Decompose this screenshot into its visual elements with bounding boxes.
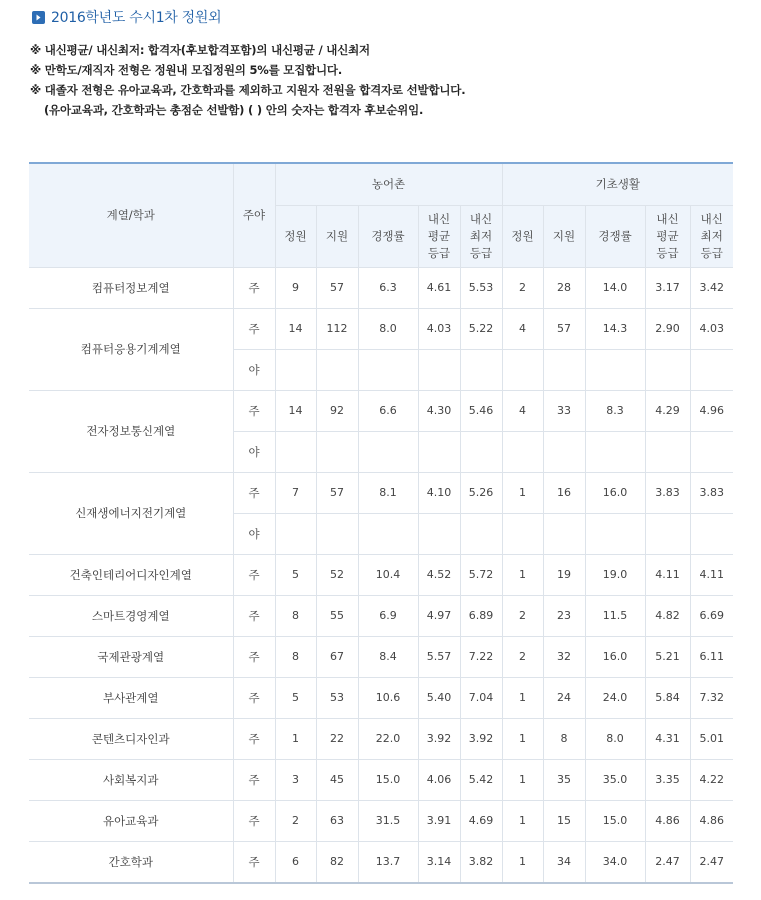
rural-grade-average: 3.14 [418, 841, 460, 883]
basic-grade-lowest [690, 513, 733, 554]
rural-capacity: 1 [275, 718, 316, 759]
dept-name: 국제관광계열 [29, 636, 233, 677]
basic-grade-average: 2.90 [645, 308, 690, 349]
rural-applicants: 67 [316, 636, 358, 677]
rural-grade-lowest: 7.22 [460, 636, 502, 677]
basic-grade-lowest: 4.11 [690, 554, 733, 595]
basic-grade-average: 5.84 [645, 677, 690, 718]
rural-capacity: 7 [275, 472, 316, 513]
basic-capacity [502, 431, 543, 472]
basic-applicants [543, 431, 585, 472]
header-grade-average: 내신 평균 등급 [645, 205, 690, 267]
basic-grade-average: 4.31 [645, 718, 690, 759]
basic-grade-average: 4.82 [645, 595, 690, 636]
note-line: ※ 내신평균/ 내신최저: 합격자(후보합격포함)의 내신평균 / 내신최저 [30, 43, 370, 57]
daynight-cell: 주 [233, 595, 275, 636]
rural-grade-average: 5.40 [418, 677, 460, 718]
rural-competition-ratio: 6.9 [358, 595, 418, 636]
daynight-cell: 야 [233, 349, 275, 390]
dept-name: 간호학과 [29, 841, 233, 883]
rural-applicants: 57 [316, 267, 358, 308]
daynight-cell: 주 [233, 267, 275, 308]
dept-name: 전자정보통신계열 [29, 390, 233, 472]
rural-capacity: 5 [275, 554, 316, 595]
rural-applicants [316, 431, 358, 472]
rural-grade-lowest [460, 513, 502, 554]
rural-capacity: 8 [275, 595, 316, 636]
table-row [29, 636, 733, 677]
rural-competition-ratio [358, 513, 418, 554]
table-row [29, 800, 733, 841]
rural-applicants: 63 [316, 800, 358, 841]
basic-capacity: 4 [502, 308, 543, 349]
header-group-rural: 농어촌 [275, 163, 502, 205]
rural-grade-lowest: 5.42 [460, 759, 502, 800]
daynight-cell: 주 [233, 554, 275, 595]
rural-grade-lowest: 5.72 [460, 554, 502, 595]
basic-grade-average [645, 349, 690, 390]
rural-applicants: 92 [316, 390, 358, 431]
header-dept: 계열/학과 [29, 163, 233, 267]
rural-competition-ratio: 8.1 [358, 472, 418, 513]
rural-grade-lowest: 7.04 [460, 677, 502, 718]
note-line: ※ 만학도/재직자 전형은 정원내 모집정원의 5%를 모집합니다. [30, 63, 342, 77]
basic-applicants: 33 [543, 390, 585, 431]
rural-applicants: 22 [316, 718, 358, 759]
basic-competition-ratio: 34.0 [585, 841, 645, 883]
basic-grade-lowest [690, 431, 733, 472]
daynight-cell: 주 [233, 800, 275, 841]
basic-applicants: 24 [543, 677, 585, 718]
basic-applicants: 35 [543, 759, 585, 800]
dept-name: 신재생에너지전기계열 [29, 472, 233, 554]
header-applicants: 지원 [543, 205, 585, 267]
basic-grade-lowest: 3.83 [690, 472, 733, 513]
rural-grade-average: 3.91 [418, 800, 460, 841]
table-row [29, 390, 733, 431]
daynight-cell: 주 [233, 308, 275, 349]
header-group-basic-living: 기초생활 [502, 163, 733, 205]
table-row [29, 718, 733, 759]
rural-grade-lowest: 5.22 [460, 308, 502, 349]
basic-capacity: 1 [502, 800, 543, 841]
header-daynight: 주야 [233, 163, 275, 267]
basic-competition-ratio [585, 431, 645, 472]
rural-grade-average [418, 431, 460, 472]
basic-grade-lowest: 7.32 [690, 677, 733, 718]
rural-grade-lowest: 5.46 [460, 390, 502, 431]
table-row [29, 841, 733, 883]
dept-name: 컴퓨터응용기계계열 [29, 308, 233, 390]
basic-grade-lowest: 4.86 [690, 800, 733, 841]
basic-grade-average: 3.83 [645, 472, 690, 513]
basic-competition-ratio: 15.0 [585, 800, 645, 841]
dept-name: 스마트경영계열 [29, 595, 233, 636]
dept-name: 유아교육과 [29, 800, 233, 841]
daynight-cell: 야 [233, 431, 275, 472]
rural-applicants: 52 [316, 554, 358, 595]
rural-grade-average: 4.03 [418, 308, 460, 349]
rural-applicants: 57 [316, 472, 358, 513]
basic-capacity: 4 [502, 390, 543, 431]
rural-capacity: 14 [275, 308, 316, 349]
table-row [29, 308, 733, 349]
header-applicants: 지원 [316, 205, 358, 267]
basic-competition-ratio [585, 349, 645, 390]
rural-grade-lowest: 6.89 [460, 595, 502, 636]
table-header [29, 163, 733, 267]
table-row [29, 595, 733, 636]
basic-capacity: 1 [502, 718, 543, 759]
basic-applicants: 19 [543, 554, 585, 595]
basic-applicants: 34 [543, 841, 585, 883]
basic-grade-lowest: 4.22 [690, 759, 733, 800]
basic-grade-lowest: 2.47 [690, 841, 733, 883]
daynight-cell: 야 [233, 513, 275, 554]
basic-capacity: 2 [502, 636, 543, 677]
rural-grade-average [418, 513, 460, 554]
rural-applicants [316, 349, 358, 390]
note-line: (유아교육과, 간호학과는 총점순 선발함) ( ) 안의 숫자는 합격자 후보순위임. [44, 103, 424, 117]
basic-grade-lowest [690, 349, 733, 390]
rural-grade-average: 4.97 [418, 595, 460, 636]
rural-competition-ratio: 10.6 [358, 677, 418, 718]
header-capacity: 정원 [502, 205, 543, 267]
rural-grade-lowest: 5.53 [460, 267, 502, 308]
rural-capacity: 8 [275, 636, 316, 677]
table-row [29, 472, 733, 513]
daynight-cell: 주 [233, 390, 275, 431]
rural-capacity: 14 [275, 390, 316, 431]
rural-capacity: 2 [275, 800, 316, 841]
section-title [32, 6, 221, 28]
basic-grade-average [645, 513, 690, 554]
basic-capacity: 2 [502, 595, 543, 636]
rural-competition-ratio: 22.0 [358, 718, 418, 759]
table-row [29, 677, 733, 718]
rural-grade-lowest: 3.92 [460, 718, 502, 759]
daynight-cell: 주 [233, 636, 275, 677]
header-grade-lowest: 내신 최저 등급 [460, 205, 502, 267]
rural-capacity: 6 [275, 841, 316, 883]
header-competition-ratio: 경쟁률 [585, 205, 645, 267]
header-capacity: 정원 [275, 205, 316, 267]
rural-competition-ratio: 6.3 [358, 267, 418, 308]
basic-applicants: 8 [543, 718, 585, 759]
daynight-cell: 주 [233, 718, 275, 759]
rural-capacity [275, 513, 316, 554]
rural-grade-average: 4.10 [418, 472, 460, 513]
rural-competition-ratio: 8.4 [358, 636, 418, 677]
rural-grade-lowest: 5.26 [460, 472, 502, 513]
basic-grade-lowest: 4.03 [690, 308, 733, 349]
basic-grade-average: 4.11 [645, 554, 690, 595]
page-title: 2016학년도 수시1차 정원외 [51, 10, 222, 26]
rural-grade-average [418, 349, 460, 390]
basic-applicants [543, 513, 585, 554]
basic-competition-ratio: 16.0 [585, 472, 645, 513]
basic-competition-ratio: 24.0 [585, 677, 645, 718]
arrow-right-icon [32, 11, 45, 24]
basic-competition-ratio: 16.0 [585, 636, 645, 677]
rural-applicants: 55 [316, 595, 358, 636]
rural-capacity [275, 349, 316, 390]
basic-competition-ratio: 11.5 [585, 595, 645, 636]
basic-capacity: 1 [502, 554, 543, 595]
basic-grade-average: 4.29 [645, 390, 690, 431]
basic-applicants: 15 [543, 800, 585, 841]
basic-grade-lowest: 6.11 [690, 636, 733, 677]
rural-applicants: 53 [316, 677, 358, 718]
basic-grade-average [645, 431, 690, 472]
rural-competition-ratio: 31.5 [358, 800, 418, 841]
basic-grade-lowest: 4.96 [690, 390, 733, 431]
basic-applicants [543, 349, 585, 390]
notes [30, 40, 465, 120]
daynight-cell: 주 [233, 677, 275, 718]
basic-applicants: 23 [543, 595, 585, 636]
rural-grade-average: 4.06 [418, 759, 460, 800]
note-line: ※ 대졸자 전형은 유아교육과, 간호학과를 제외하고 지원자 전원을 합격자로 선발합니다. [30, 83, 466, 97]
daynight-cell: 주 [233, 472, 275, 513]
rural-competition-ratio: 6.6 [358, 390, 418, 431]
rural-competition-ratio: 15.0 [358, 759, 418, 800]
table-row [29, 554, 733, 595]
rural-applicants: 82 [316, 841, 358, 883]
rural-applicants: 112 [316, 308, 358, 349]
basic-grade-average: 5.21 [645, 636, 690, 677]
rural-grade-lowest [460, 431, 502, 472]
basic-grade-lowest: 6.69 [690, 595, 733, 636]
daynight-cell: 주 [233, 841, 275, 883]
rural-competition-ratio: 10.4 [358, 554, 418, 595]
dept-name: 부사관계열 [29, 677, 233, 718]
basic-competition-ratio: 14.0 [585, 267, 645, 308]
table-row [29, 759, 733, 800]
header-competition-ratio: 경쟁률 [358, 205, 418, 267]
basic-grade-average: 3.35 [645, 759, 690, 800]
dept-name: 건축인테리어디자인계열 [29, 554, 233, 595]
rural-grade-average: 4.61 [418, 267, 460, 308]
rural-capacity: 5 [275, 677, 316, 718]
basic-competition-ratio: 19.0 [585, 554, 645, 595]
rural-grade-average: 4.30 [418, 390, 460, 431]
rural-grade-lowest [460, 349, 502, 390]
rural-grade-average: 4.52 [418, 554, 460, 595]
rural-applicants [316, 513, 358, 554]
basic-competition-ratio: 35.0 [585, 759, 645, 800]
table-row [29, 267, 733, 308]
results-table [29, 162, 733, 884]
basic-competition-ratio: 8.0 [585, 718, 645, 759]
basic-grade-lowest: 3.42 [690, 267, 733, 308]
basic-grade-average: 2.47 [645, 841, 690, 883]
rural-competition-ratio: 13.7 [358, 841, 418, 883]
rural-competition-ratio [358, 349, 418, 390]
basic-capacity [502, 513, 543, 554]
basic-applicants: 16 [543, 472, 585, 513]
basic-grade-average: 4.86 [645, 800, 690, 841]
basic-competition-ratio [585, 513, 645, 554]
basic-applicants: 28 [543, 267, 585, 308]
rural-competition-ratio [358, 431, 418, 472]
dept-name: 컴퓨터정보계열 [29, 267, 233, 308]
rural-capacity [275, 431, 316, 472]
daynight-cell: 주 [233, 759, 275, 800]
basic-capacity: 2 [502, 267, 543, 308]
dept-name: 사회복지과 [29, 759, 233, 800]
rural-capacity: 3 [275, 759, 316, 800]
basic-capacity: 1 [502, 841, 543, 883]
rural-grade-lowest: 4.69 [460, 800, 502, 841]
basic-applicants: 32 [543, 636, 585, 677]
basic-competition-ratio: 14.3 [585, 308, 645, 349]
rural-competition-ratio: 8.0 [358, 308, 418, 349]
basic-applicants: 57 [543, 308, 585, 349]
table-body [29, 267, 733, 883]
rural-grade-lowest: 3.82 [460, 841, 502, 883]
header-grade-lowest: 내신 최저 등급 [690, 205, 733, 267]
basic-capacity: 1 [502, 759, 543, 800]
rural-applicants: 45 [316, 759, 358, 800]
basic-capacity: 1 [502, 472, 543, 513]
basic-grade-lowest: 5.01 [690, 718, 733, 759]
header-grade-average: 내신 평균 등급 [418, 205, 460, 267]
basic-capacity [502, 349, 543, 390]
rural-capacity: 9 [275, 267, 316, 308]
rural-grade-average: 3.92 [418, 718, 460, 759]
basic-grade-average: 3.17 [645, 267, 690, 308]
rural-grade-average: 5.57 [418, 636, 460, 677]
dept-name: 콘텐츠디자인과 [29, 718, 233, 759]
basic-capacity: 1 [502, 677, 543, 718]
basic-competition-ratio: 8.3 [585, 390, 645, 431]
